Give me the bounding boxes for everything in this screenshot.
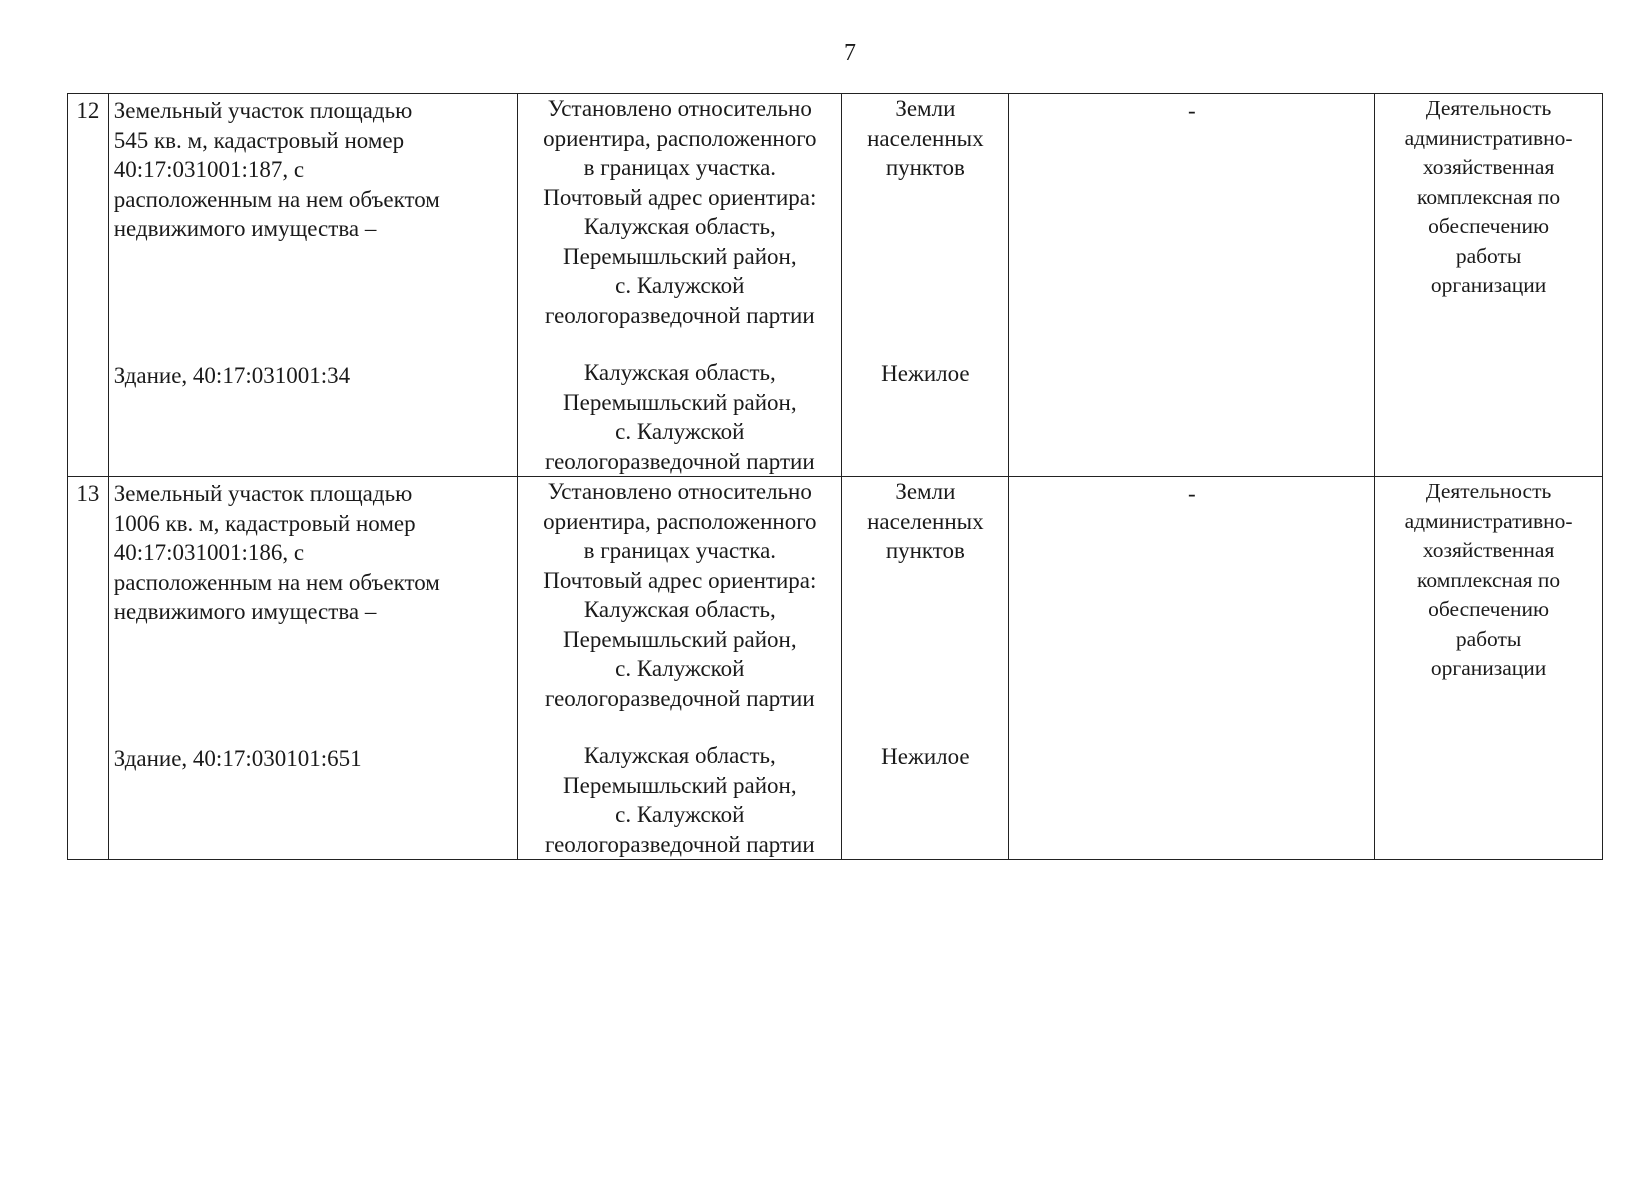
land-category: Земли населенных пунктов [867,479,984,563]
row-number: 12 [76,98,100,123]
location-cell [518,94,842,477]
land-location: Установлено относительно ориентира, расположенного в границах участка. Почтовый адрес ориентира: Калужская область, Перемышльский район, с. Калужской геологоразведочной партии [543,479,817,711]
category-cell [842,477,1009,860]
encumbrance-cell [1009,94,1375,477]
building-description: Здание, 40:17:031001:34 [113,362,351,388]
permitted-use: Деятельность административно- хозяйственная комплексная по обеспечению работы организации [1404,479,1573,680]
land-description: Земельный участок площадью 545 кв. м, кадастровый номер 40:17:031001:187, с расположенным на нем объектом недвижимого имущества – [113,98,440,241]
land-location: Установлено относительно ориентира, расположенного в границах участка. Почтовый адрес ориентира: Калужская область, Перемышльский район, с. Калужской геологоразведочной партии [543,96,817,328]
category-cell [842,94,1009,477]
property-table [67,93,1603,860]
row-number-cell [68,94,109,477]
land-category: Земли населенных пунктов [867,96,984,180]
encumbrance: - [1187,98,1196,123]
location-cell [518,477,842,860]
table-row [68,94,1603,477]
building-description: Здание, 40:17:030101:651 [113,745,362,771]
permitted-use: Деятельность административно- хозяйственная комплексная по обеспечению работы организации [1404,96,1573,297]
building-category: Нежилое [881,360,970,386]
building-location: Калужская область, Перемышльский район, с. Калужской геологоразведочной партии [544,360,815,474]
object-cell [108,94,518,477]
encumbrance: - [1187,481,1196,506]
building-category: Нежилое [881,743,970,769]
table-row [68,477,1603,860]
object-cell [108,477,518,860]
row-number-cell [68,477,109,860]
page-number: 7 [844,40,856,66]
permitted-use-cell [1375,94,1603,477]
permitted-use-cell [1375,477,1603,860]
row-number: 13 [76,481,100,506]
encumbrance-cell [1009,477,1375,860]
building-location: Калужская область, Перемышльский район, с. Калужской геологоразведочной партии [544,743,815,857]
land-description: Земельный участок площадью 1006 кв. м, кадастровый номер 40:17:031001:186, с расположенным на нем объектом недвижимого имущества – [113,481,440,624]
